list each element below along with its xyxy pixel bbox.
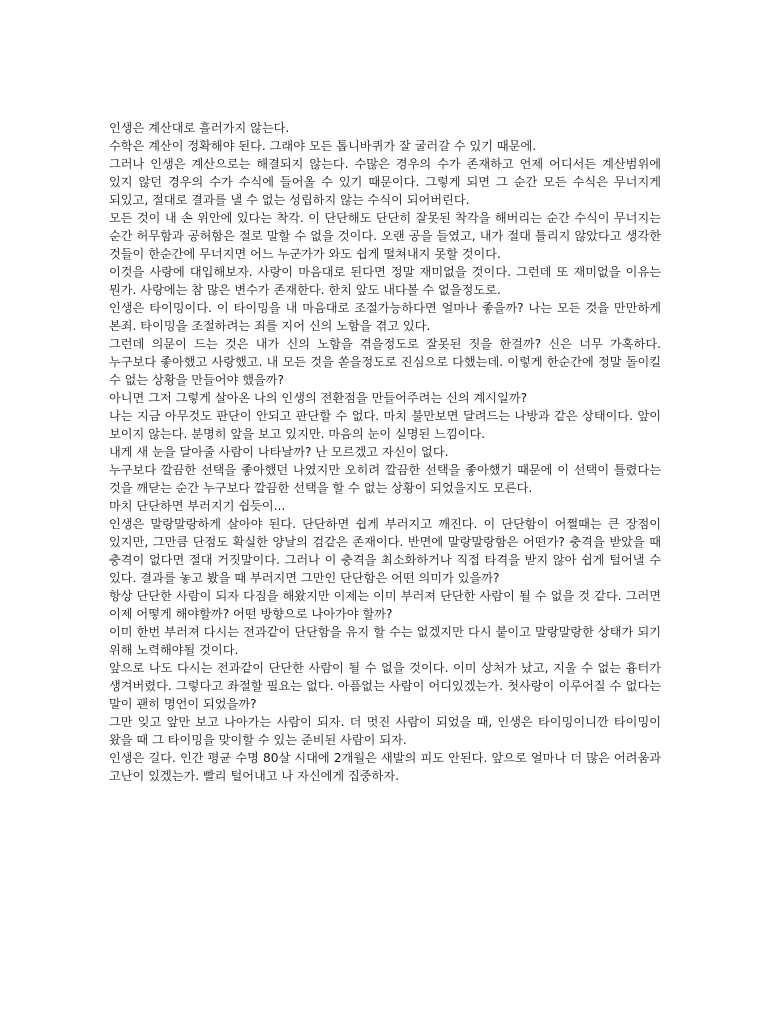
paragraph-18: 인생은 길다. 인간 평균 수명 80살 시대에 2개월은 새발의 피도 안된다. 앞으로 얼마나 더 많은 어려움과 고난이 있겠는가. 빨리 털어내고 나 자신에게 집중하자. (109, 751, 661, 783)
paragraph-16: 앞으로 나도 다시는 전과같이 단단한 사람이 될 수 없을 것이다. 이미 상처가 났고, 지울 수 없는 흉터가 생겨버렸다. 그렇다고 좌절할 필요는 없다. 아픔없는 사람이 어디있겠는가. 첫사랑이 이루어질 수 없다는 말이 괜히 명언이 되었을까? (109, 661, 661, 711)
paragraph-9: 나는 지금 아무것도 판단이 안되고 판단할 수 없다. 마치 불만보면 달려드는 나방과 같은 상태이다. 앞이 보이지 않는다. 분명히 앞을 보고 있지만. 마음의 눈이 실명된 느낌이다. (109, 409, 661, 441)
paragraph-1: 인생은 계산대로 흘러가지 않는다. (109, 121, 290, 135)
paragraph-7: 그런데 의문이 드는 것은 내가 신의 노함을 겪을정도로 잘못된 짓을 한걸까? 신은 너무 가혹하다. 누구보다 좋아했고 사랑했고. 내 모든 것을 쏟을정도로 진심으로 다했는데. 이렇게 한순간에 정말 돌이킬 수 없는 상황을 만들어야 했을까? (109, 337, 661, 387)
paragraph-3: 그러나 인생은 계산으로는 해결되지 않는다. 수많은 경우의 수가 존재하고 언제 어디서든 계산범위에 있지 않던 경우의 수가 수식에 들어올 수 있기 때문이다. 그렇게 되면 그 순간 모든 수식은 무너지게 되있고, 절대로 결과를 낼 수 없는 성립하지 않는 수식이 되어버린다. (109, 157, 661, 207)
paragraph-13: 인생은 말랑말랑하게 살아야 된다. 단단하면 쉽게 부러지고 깨진다. 이 단단함이 어쩔때는 큰 장점이 있지만, 그만큼 단점도 확실한 양날의 검같은 존재이다. 반면에 말랑말랑함은 어떤가? 충격을 받았을 때 충격이 없다면 절대 거짓말이다. 그러나 이 충격을 최소화하거나 직접 타격을 받지 않아 쉽게 털어낼 수 있다. 결과를 놓고 봤을 때 부러지면 그만인 단단함은 어떤 의미가 있을까? (109, 517, 661, 585)
paragraph-2: 수학은 계산이 정확해야 된다. 그래야 모든 톱니바퀴가 잘 굴러갈 수 있기 때문에. (109, 139, 537, 153)
paragraph-14: 항상 단단한 사람이 되자 다짐을 해왔지만 이제는 이미 부러져 단단한 사람이 될 수 없을 것 같다. 그러면 이제 어떻게 해야할까? 어떤 방향으로 나아가야 할까? (109, 589, 661, 621)
essay-body (109, 119, 661, 785)
paragraph-4: 모든 것이 내 손 위안에 있다는 착각. 이 단단해도 단단히 잘못된 착각을 해버리는 순간 수식이 무너지는 순간 허무함과 공허함은 절로 말할 수 없을 것이다. 오랜 공을 들였고, 내가 절대 틀리지 않았다고 생각한 것들이 한순간에 무너지면 어느 누군가가 와도 쉽게 떨쳐내지 못할 것이다. (109, 211, 661, 261)
paragraph-17: 그만 잊고 앞만 보고 나아가는 사람이 되자. 더 멋진 사람이 되었을 때, 인생은 타이밍이니깐 타이밍이 왔을 때 그 타이밍을 맞이할 수 있는 준비된 사람이 되자. (109, 715, 661, 747)
paragraph-12: 마치 단단하면 부러지기 쉽듯이... (109, 499, 286, 513)
paragraph-6: 인생은 타이밍이다. 이 타이밍을 내 마음대로 조절가능하다면 얼마나 좋을까? 나는 모든 것을 만만하게 본죄. 타이밍을 조절하려는 죄를 지어 신의 노함을 겪고 있다. (109, 301, 661, 333)
paragraph-11: 누구보다 깔끔한 선택을 좋아했던 나였지만 오히려 깔끔한 선택을 좋아했기 때문에 이 선택이 틀렸다는 것을 깨닫는 순간 누구보다 깔끔한 선택을 할 수 없는 상황이 되었을지도 모른다. (109, 463, 661, 495)
paragraph-5: 이것을 사랑에 대입해보자. 사랑이 마음대로 된다면 정말 재미없을 것이다. 그런데 또 재미없을 이유는 뭔가. 사랑에는 참 많은 변수가 존재한다. 한치 앞도 내다볼 수 없을정도로. (109, 265, 661, 297)
paragraph-10: 내게 새 눈을 달아줄 사람이 나타날까? 난 모르겠고 자신이 없다. (109, 445, 449, 459)
paragraph-15: 이미 한번 부러져 다시는 전과같이 단단함을 유지 할 수는 없겠지만 다시 붙이고 말랑말랑한 상태가 되기 위해 노력해야될 것이다. (109, 625, 661, 657)
paragraph-8: 아니면 그저 그렇게 살아온 나의 인생의 전환점을 만들어주려는 신의 계시일까? (109, 391, 528, 405)
